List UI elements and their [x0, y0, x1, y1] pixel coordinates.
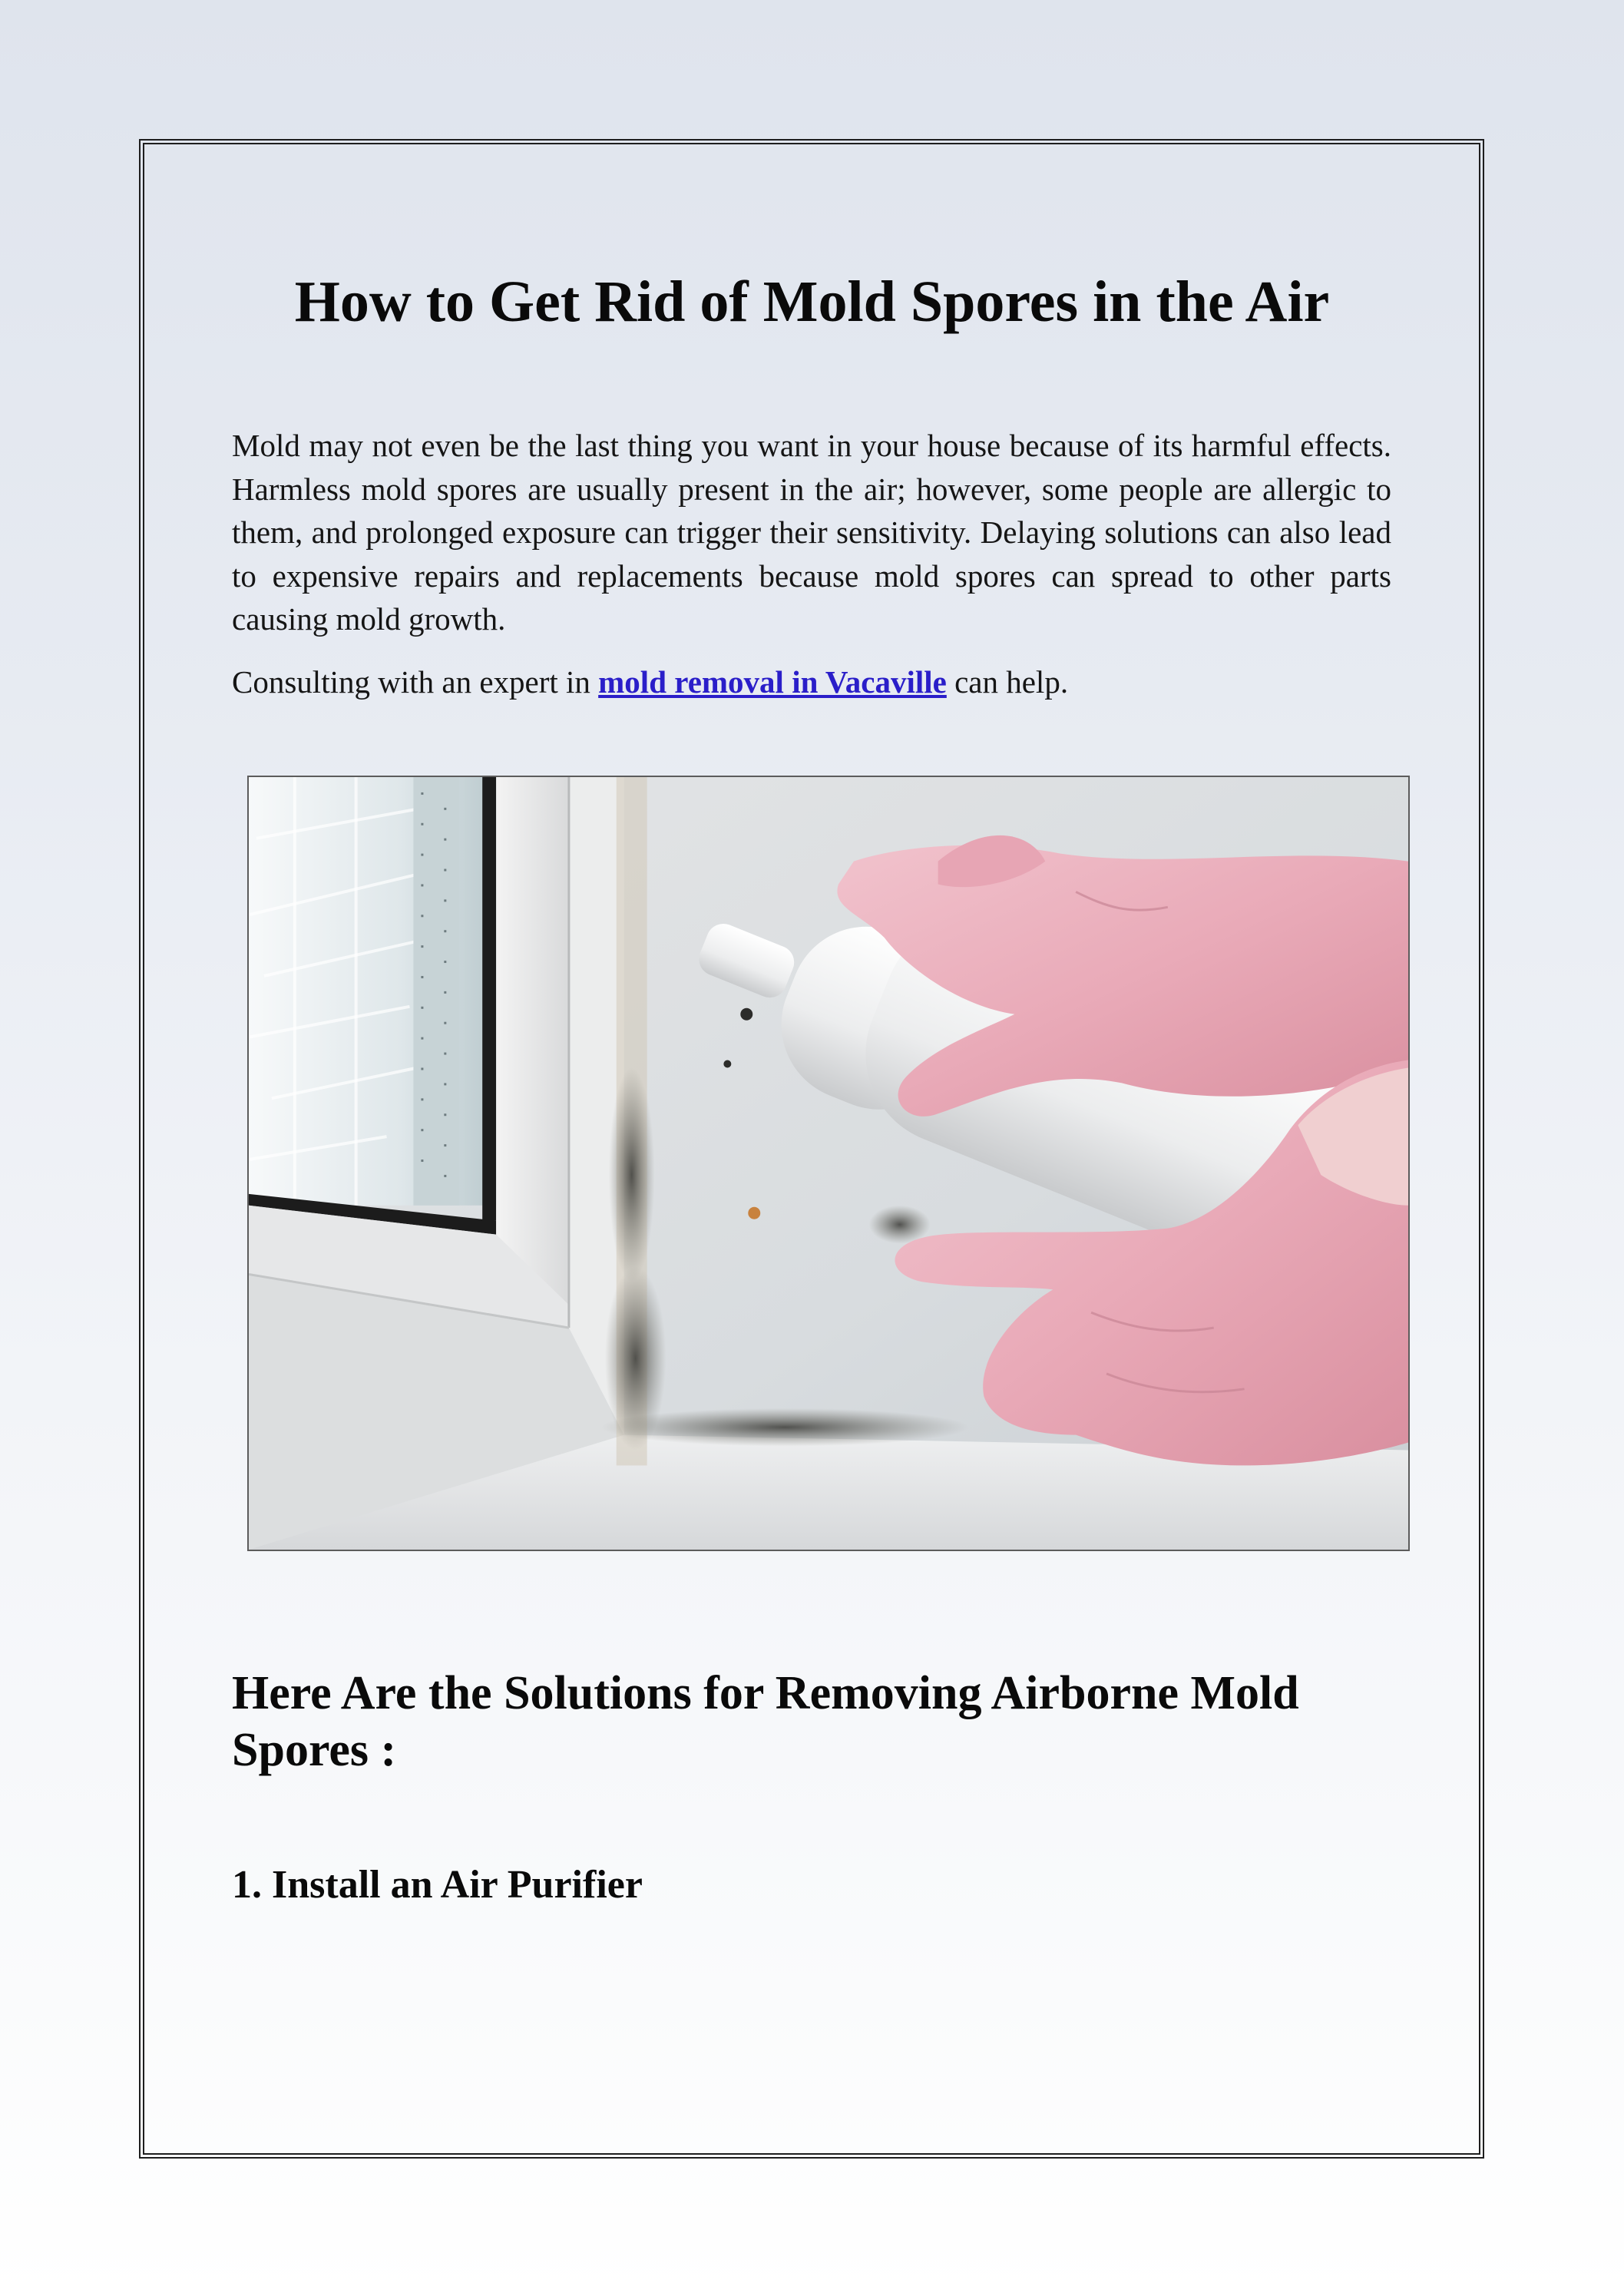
step1-heading: 1. Install an Air Purifier	[232, 1863, 643, 1907]
mold-removal-link[interactable]: mold removal in Vacaville	[598, 664, 947, 700]
mold-spray-photo	[247, 776, 1410, 1551]
consult-suffix: can help.	[946, 664, 1069, 700]
consult-paragraph	[232, 660, 1391, 703]
intro-paragraph: Mold may not even be the last thing you want in your house because of its harmful effects. Harmless mold spores are usually present in the air; however, some people are allergic to them, and prolonged exposure can trigger their sensitivity. Delaying solutions can also lead to expensive repairs and replacements because mold spores can spread to other parts causing mold growth.	[232, 428, 1391, 637]
page-title: How to Get Rid of Mold Spores in the Air	[294, 270, 1330, 334]
solutions-heading: Here Are the Solutions for Removing Airborne Mold Spores :	[232, 1667, 1299, 1776]
consult-prefix: Consulting with an expert in	[232, 664, 599, 700]
